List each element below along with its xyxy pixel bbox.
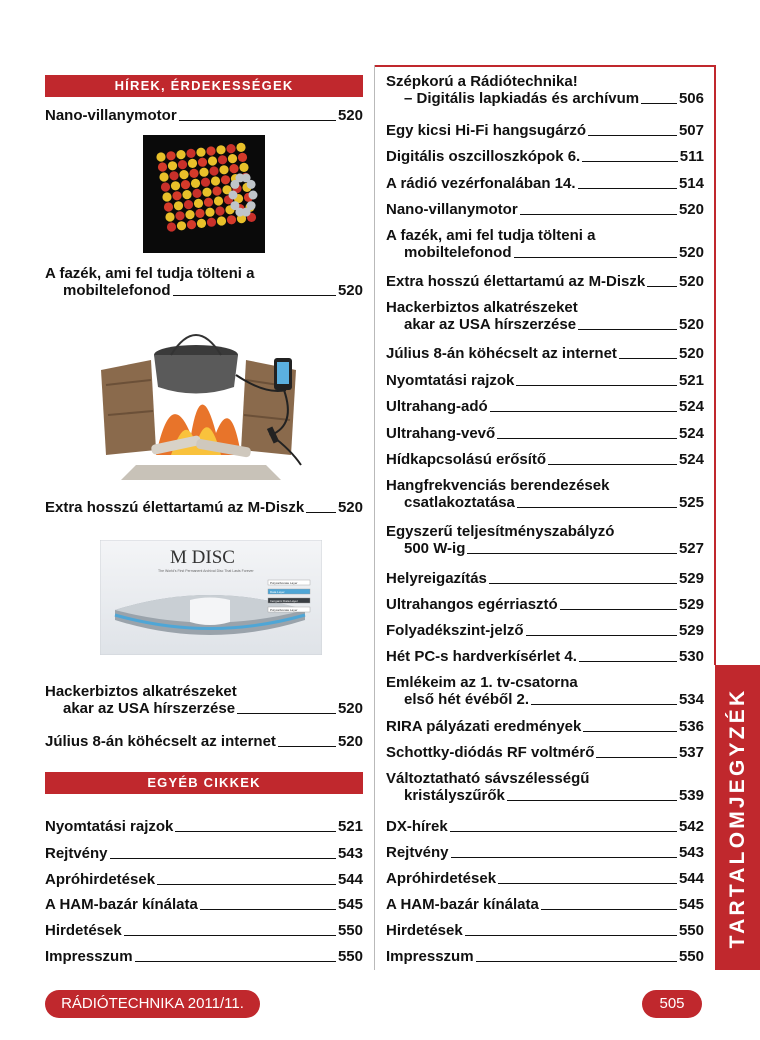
toc-page: 542 (678, 818, 704, 835)
toc-page: 520 (337, 107, 363, 124)
toc-title: kristályszűrők (404, 787, 505, 804)
toc-page: 550 (337, 948, 363, 965)
toc-entry[interactable] (45, 499, 363, 516)
toc-title: A HAM-bazár kínálata (386, 896, 539, 913)
toc-entry[interactable] (386, 299, 704, 333)
leader-line (579, 661, 677, 662)
toc-page: 520 (678, 273, 704, 290)
nano-motor-image (143, 135, 265, 253)
toc-page: 520 (678, 345, 704, 362)
leader-line (578, 188, 677, 189)
leader-line (516, 385, 677, 386)
mdisc-logo: M DISC (170, 547, 235, 568)
toc-page: 550 (678, 948, 704, 965)
toc-page: 520 (337, 499, 363, 516)
mdisc-layer-label: Polycarbonate Layer (270, 581, 298, 585)
toc-entry[interactable] (386, 273, 704, 290)
toc-entry[interactable] (386, 922, 704, 939)
toc-entry[interactable] (45, 265, 363, 299)
toc-entry[interactable] (386, 477, 704, 511)
mdisc-layer-label: Data Layer (270, 590, 285, 594)
toc-title: Rejtvény (386, 844, 449, 861)
toc-title: – Digitális lapkiadás és archívum (404, 90, 640, 107)
toc-line (386, 299, 704, 316)
toc-entry[interactable] (45, 733, 363, 750)
toc-entry[interactable] (386, 73, 704, 107)
toc-page: 524 (678, 425, 704, 442)
column-divider (374, 65, 375, 970)
toc-title: Nyomtatási rajzok (45, 818, 174, 835)
toc-line (386, 674, 704, 691)
toc-line (45, 733, 363, 750)
toc-line (386, 90, 704, 107)
toc-title: Folyadékszint-jelző (386, 622, 524, 639)
leader-line (517, 507, 677, 508)
leader-line (514, 257, 677, 258)
toc-line (45, 683, 363, 700)
leader-line (110, 858, 336, 859)
toc-entry[interactable] (386, 648, 704, 665)
toc-page: 537 (678, 744, 704, 761)
toc-title: mobiltelefonod (63, 282, 171, 299)
toc-page: 521 (678, 372, 704, 389)
leader-line (237, 713, 336, 714)
toc-entry[interactable] (386, 148, 704, 165)
leader-line (507, 800, 677, 801)
toc-title: Ultrahang-vevő (386, 425, 496, 442)
toc-page: 521 (337, 818, 363, 835)
leader-line (179, 120, 336, 121)
toc-title: Apróhirdetések (386, 870, 497, 887)
toc-title: A rádió vezérfonalában 14. (386, 175, 576, 192)
toc-title: Ultrahang-adó (386, 398, 488, 415)
toc-title: Extra hosszú élettartamú az M-Diszk (386, 273, 646, 290)
mdisc-layer-label: Polycarbonate Layer (270, 608, 298, 612)
toc-line (386, 844, 704, 861)
toc-page: 545 (678, 896, 704, 913)
leader-line (641, 103, 677, 104)
toc-line (45, 845, 363, 862)
toc-page: 530 (678, 648, 704, 665)
toc-line (386, 175, 704, 192)
toc-entry[interactable] (45, 845, 363, 862)
toc-entry[interactable] (386, 744, 704, 761)
toc-line (386, 244, 704, 261)
toc-page: 544 (337, 871, 363, 888)
toc-entry[interactable] (386, 398, 704, 415)
toc-title: Digitális oszcilloszkópok 6. (386, 148, 581, 165)
toc-title: Hangfrekvenciás berendezések (386, 477, 610, 494)
toc-line (45, 948, 363, 965)
toc-entry[interactable] (386, 201, 704, 218)
leader-line (520, 214, 677, 215)
toc-line (386, 201, 704, 218)
leader-line (306, 512, 336, 513)
toc-entry[interactable] (386, 770, 704, 804)
toc-line (45, 818, 363, 835)
toc-title: akar az USA hírszerzése (63, 700, 236, 717)
toc-entry[interactable] (45, 922, 363, 939)
side-tab (715, 665, 760, 970)
toc-line (386, 718, 704, 735)
toc-line (386, 622, 704, 639)
toc-line (386, 494, 704, 511)
leader-line (278, 746, 336, 747)
toc-title: Változtatható sávszélességű (386, 770, 590, 787)
toc-line (386, 691, 704, 708)
toc-line (386, 148, 704, 165)
toc-entry[interactable] (386, 896, 704, 913)
leader-line (489, 583, 677, 584)
toc-entry[interactable] (386, 718, 704, 735)
toc-line (386, 870, 704, 887)
toc-line (386, 896, 704, 913)
toc-line (386, 345, 704, 362)
toc-page: 520 (678, 201, 704, 218)
leader-line (476, 961, 677, 962)
toc-line (386, 398, 704, 415)
leader-line (596, 757, 677, 758)
toc-page: 520 (678, 244, 704, 261)
toc-page: 524 (678, 398, 704, 415)
toc-line (386, 570, 704, 587)
toc-page: 520 (337, 282, 363, 299)
leader-line (490, 411, 677, 412)
toc-title: Július 8-án köhécselt az internet (45, 733, 276, 750)
toc-line (386, 122, 704, 139)
leader-line (467, 553, 677, 554)
toc-page: 534 (678, 691, 704, 708)
toc-title: A fazék, ami fel tudja tölteni a (45, 265, 255, 282)
toc-page: 511 (679, 148, 704, 165)
leader-line (175, 831, 336, 832)
leader-line (548, 464, 677, 465)
toc-title: Helyreigazítás (386, 570, 487, 587)
toc-line (45, 871, 363, 888)
toc-title: csatlakoztatása (404, 494, 515, 511)
leader-line (541, 909, 677, 910)
toc-line (386, 523, 704, 540)
toc-page: 524 (678, 451, 704, 468)
toc-line (386, 787, 704, 804)
leader-line (583, 731, 677, 732)
toc-entry[interactable] (45, 818, 363, 835)
leader-line (531, 704, 677, 705)
leader-line (450, 831, 677, 832)
toc-line (386, 948, 704, 965)
toc-entry[interactable] (45, 871, 363, 888)
toc-page: 543 (337, 845, 363, 862)
toc-page: 514 (678, 175, 704, 192)
toc-line (386, 596, 704, 613)
toc-page: 525 (678, 494, 704, 511)
toc-title: Nano-villanymotor (386, 201, 518, 218)
toc-line (45, 499, 363, 516)
leader-line (578, 329, 677, 330)
toc-title: Schottky-diódás RF voltmérő (386, 744, 595, 761)
toc-title: Impresszum (45, 948, 133, 965)
toc-line (45, 922, 363, 939)
toc-title: Hídkapcsolású erősítő (386, 451, 547, 468)
toc-title: Impresszum (386, 948, 474, 965)
toc-page: 520 (337, 733, 363, 750)
toc-entry[interactable] (386, 818, 704, 835)
mdisc-tagline: The World's First Permanent Archival Disc That Lasts Forever (158, 569, 254, 573)
section-header-other: EGYÉB CIKKEK (45, 772, 363, 794)
toc-line (386, 227, 704, 244)
toc-title: 500 W-ig (404, 540, 466, 557)
toc-line (386, 540, 704, 557)
toc-title: Egyszerű teljesítményszabályzó (386, 523, 615, 540)
leader-line (157, 884, 336, 885)
toc-page: 527 (678, 540, 704, 557)
journal-footer: RÁDIÓTECHNIKA 2011/11. (45, 990, 260, 1018)
toc-title: Hackerbiztos alkatrészeket (386, 299, 578, 316)
toc-title: első hét évéből 2. (404, 691, 530, 708)
toc-title: RIRA pályázati eredmények (386, 718, 582, 735)
toc-entry[interactable] (386, 345, 704, 362)
mdisc-image (100, 540, 322, 655)
side-tab-label: TARTALOMJEGYZÉK (725, 687, 749, 948)
toc-title: Július 8-án köhécselt az internet (386, 345, 617, 362)
toc-line (45, 282, 363, 299)
leader-line (465, 935, 677, 936)
leader-line (124, 935, 336, 936)
toc-entry[interactable] (386, 372, 704, 389)
toc-entry[interactable] (386, 570, 704, 587)
toc-entry[interactable] (386, 425, 704, 442)
toc-entry[interactable] (386, 622, 704, 639)
toc-line (45, 700, 363, 717)
toc-title: mobiltelefonod (404, 244, 512, 261)
toc-title: Extra hosszú élettartamú az M-Diszk (45, 499, 305, 516)
toc-title: Rejtvény (45, 845, 108, 862)
toc-line (386, 477, 704, 494)
toc-line (45, 107, 363, 124)
toc-entry[interactable] (386, 844, 704, 861)
toc-title: Emlékeim az 1. tv-csatorna (386, 674, 578, 691)
toc-page: 550 (337, 922, 363, 939)
toc-title: akar az USA hírszerzése (404, 316, 577, 333)
leader-line (619, 358, 677, 359)
toc-line (386, 451, 704, 468)
toc-entry[interactable] (386, 948, 704, 965)
page-number: 505 (642, 990, 702, 1018)
toc-page: 529 (678, 596, 704, 613)
toc-entry[interactable] (386, 870, 704, 887)
toc-title: A fazék, ami fel tudja tölteni a (386, 227, 596, 244)
leader-line (560, 609, 677, 610)
toc-page: 543 (678, 844, 704, 861)
toc-line (386, 273, 704, 290)
toc-line (45, 265, 363, 282)
toc-page: 536 (678, 718, 704, 735)
toc-page: 520 (337, 700, 363, 717)
toc-entry[interactable] (386, 227, 704, 261)
toc-page: 529 (678, 570, 704, 587)
leader-line (135, 961, 336, 962)
toc-line (386, 73, 704, 90)
toc-line (386, 648, 704, 665)
toc-entry[interactable] (45, 683, 363, 717)
right-red-rule (714, 65, 716, 665)
toc-page: 520 (678, 316, 704, 333)
toc-title: Apróhirdetések (45, 871, 156, 888)
pot-on-fire-image (96, 315, 316, 485)
toc-line (45, 896, 363, 913)
toc-title: DX-hírek (386, 818, 448, 835)
toc-line (386, 425, 704, 442)
toc-entry[interactable] (386, 674, 704, 708)
toc-title: Hackerbiztos alkatrészeket (45, 683, 237, 700)
toc-entry[interactable] (45, 896, 363, 913)
toc-page: 550 (678, 922, 704, 939)
section-header-news: HÍREK, ÉRDEKESSÉGEK (45, 75, 363, 97)
toc-page: 544 (678, 870, 704, 887)
toc-line (386, 922, 704, 939)
toc-page: 539 (678, 787, 704, 804)
toc-line (386, 372, 704, 389)
toc-title: Hirdetések (386, 922, 463, 939)
toc-page: 506 (678, 90, 704, 107)
toc-title: Nyomtatási rajzok (386, 372, 515, 389)
toc-page: 529 (678, 622, 704, 639)
toc-title: A HAM-bazár kínálata (45, 896, 198, 913)
toc-title: Hét PC-s hardverkísérlet 4. (386, 648, 577, 665)
toc-entry[interactable] (386, 596, 704, 613)
toc-title: Nano-villanymotor (45, 107, 177, 124)
toc-title: Szépkorú a Rádiótechnika! (386, 73, 578, 90)
leader-line (582, 161, 678, 162)
leader-line (526, 635, 677, 636)
leader-line (647, 286, 677, 287)
leader-line (200, 909, 336, 910)
toc-line (386, 316, 704, 333)
leader-line (173, 295, 336, 296)
leader-line (498, 883, 677, 884)
toc-entry[interactable] (386, 122, 704, 139)
toc-title: Ultrahangos egérriasztó (386, 596, 558, 613)
toc-title: Egy kicsi Hi-Fi hangsugárzó (386, 122, 587, 139)
toc-entry[interactable] (45, 948, 363, 965)
leader-line (451, 857, 677, 858)
toc-page: 545 (337, 896, 363, 913)
toc-entry[interactable] (386, 451, 704, 468)
toc-line (386, 744, 704, 761)
toc-entry[interactable] (386, 523, 704, 557)
top-rule (375, 65, 715, 67)
leader-line (497, 438, 677, 439)
toc-page: 507 (678, 122, 704, 139)
leader-line (588, 135, 677, 136)
toc-line (386, 770, 704, 787)
toc-line (386, 818, 704, 835)
mdisc-layer-label: Inorganic Data Layer (270, 599, 298, 603)
toc-title: Hirdetések (45, 922, 122, 939)
toc-entry[interactable] (45, 107, 363, 124)
toc-entry[interactable] (386, 175, 704, 192)
